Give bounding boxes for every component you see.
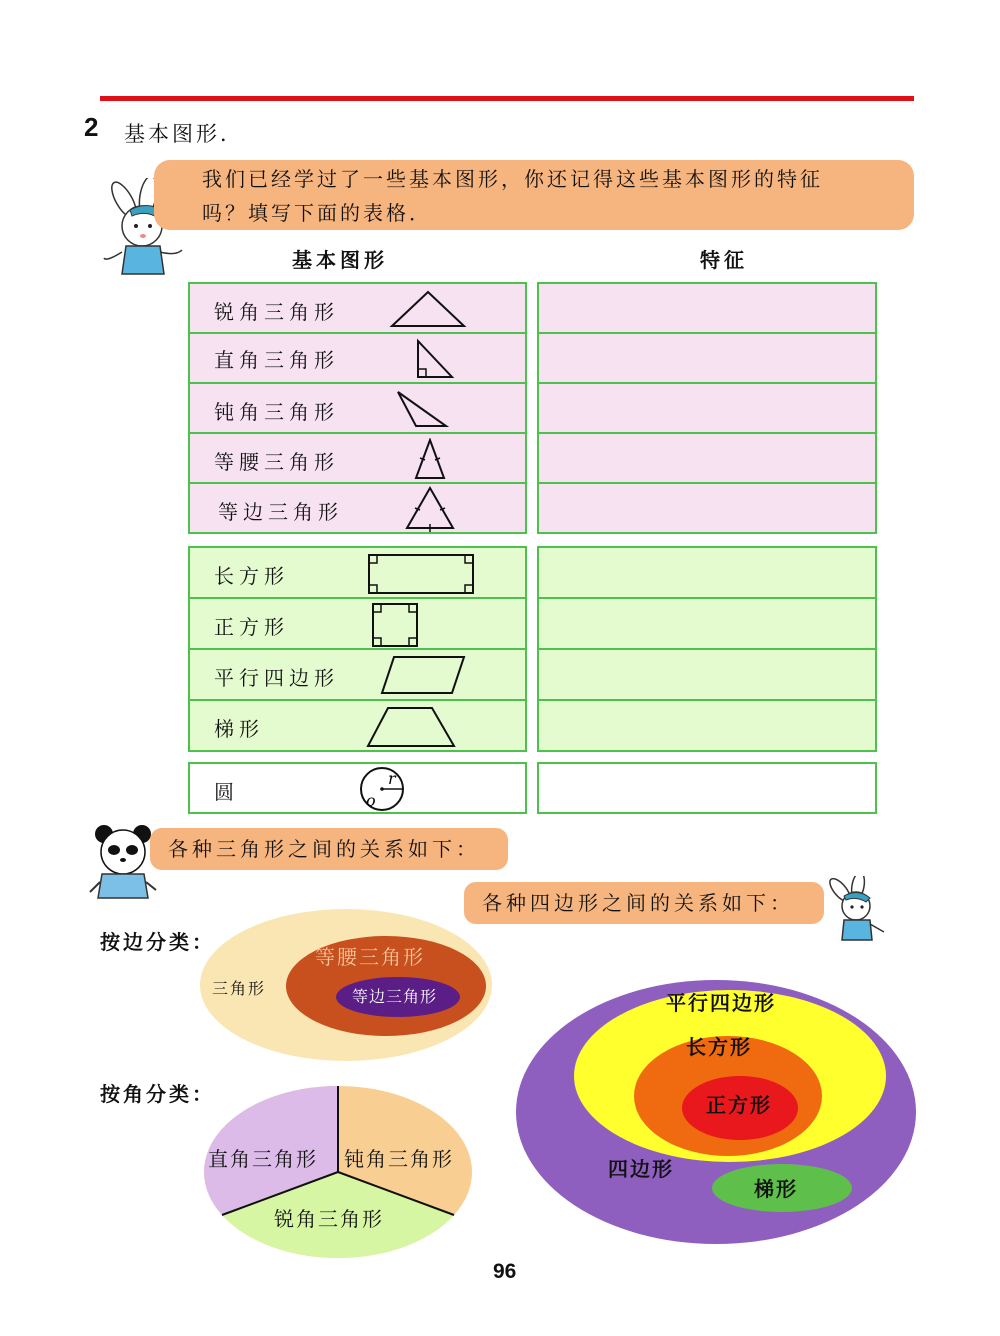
square-set-label: 正方形 bbox=[706, 1093, 772, 1117]
quadrilateral-set-label: 四边形 bbox=[608, 1157, 674, 1181]
pie-right-label: 直角三角形 bbox=[208, 1147, 318, 1171]
pie-acute-label: 锐角三角形 bbox=[274, 1207, 384, 1231]
intro-line-2: 吗？填写下面的表格． bbox=[202, 201, 432, 225]
square-icon bbox=[370, 601, 420, 649]
shape-label: 圆 bbox=[214, 780, 239, 804]
section-title: 基本图形． bbox=[124, 122, 244, 146]
trapezoid-icon bbox=[366, 705, 458, 749]
trapezoid-set-label: 梯形 bbox=[754, 1177, 798, 1201]
obtuse-triangle-icon bbox=[394, 388, 450, 430]
equilateral-triangle-icon bbox=[404, 486, 456, 532]
intro-speech-bubble bbox=[154, 160, 914, 230]
circle-icon bbox=[354, 766, 414, 812]
acute-triangle-icon bbox=[388, 288, 468, 330]
classify-by-side-label: 按边分类： bbox=[100, 930, 215, 954]
quad-shape-table bbox=[188, 546, 527, 752]
quad-relation-bubble: 各种四边形之间的关系如下： bbox=[464, 882, 824, 924]
shape-label: 直角三角形 bbox=[214, 348, 339, 372]
triangle-by-side-diagram bbox=[198, 908, 498, 1064]
table-row bbox=[190, 548, 525, 599]
table-row bbox=[190, 434, 525, 484]
classify-by-angle-label: 按角分类： bbox=[100, 1082, 215, 1106]
triangle-shape-table bbox=[188, 282, 527, 534]
quad-feature-table bbox=[537, 546, 877, 752]
shape-label: 平行四边形 bbox=[214, 666, 339, 690]
table-row bbox=[190, 384, 525, 434]
table-row bbox=[190, 334, 525, 384]
circle-shape-table bbox=[188, 762, 527, 814]
feature-cell[interactable] bbox=[539, 434, 875, 484]
feature-cell[interactable] bbox=[539, 284, 875, 334]
parallelogram-set-label: 平行四边形 bbox=[666, 991, 776, 1015]
table-row bbox=[190, 650, 525, 701]
table-row bbox=[190, 484, 525, 534]
quad-relation-diagram bbox=[514, 978, 920, 1248]
page-number: 96 bbox=[493, 1260, 517, 1283]
shape-label: 锐角三角形 bbox=[214, 300, 339, 324]
triangle-feature-table bbox=[537, 282, 877, 534]
parallelogram-icon bbox=[380, 654, 466, 696]
triangle-set-label: 三角形 bbox=[212, 979, 267, 998]
isosceles-triangle-icon bbox=[412, 438, 448, 482]
feature-cell[interactable] bbox=[539, 701, 875, 752]
feature-cell[interactable] bbox=[539, 334, 875, 384]
feature-cell[interactable] bbox=[539, 484, 875, 534]
feature-cell[interactable] bbox=[539, 384, 875, 434]
rectangle-set-label: 长方形 bbox=[686, 1035, 752, 1059]
table-row bbox=[190, 284, 525, 334]
header-rule bbox=[100, 96, 914, 101]
shape-label: 梯形 bbox=[214, 717, 264, 741]
rectangle-icon bbox=[366, 552, 478, 596]
feature-cell[interactable] bbox=[539, 599, 875, 650]
shape-label: 钝角三角形 bbox=[214, 400, 339, 424]
table-row bbox=[190, 701, 525, 752]
circle-radius-label: r bbox=[388, 769, 396, 788]
shape-label: 等腰三角形 bbox=[214, 450, 339, 474]
panda-mascot-icon bbox=[88, 822, 160, 900]
section-number: 2 bbox=[84, 112, 99, 142]
column-header-shape: 基本图形 bbox=[292, 248, 388, 272]
equilateral-set-label: 等边三角形 bbox=[352, 987, 438, 1006]
rabbit-mascot-small-icon bbox=[818, 876, 888, 942]
table-row bbox=[190, 599, 525, 650]
shape-label: 等边三角形 bbox=[218, 500, 343, 524]
isosceles-set-label: 等腰三角形 bbox=[315, 945, 425, 969]
column-header-feature: 特征 bbox=[700, 248, 748, 272]
pie-obtuse-label: 钝角三角形 bbox=[344, 1147, 454, 1171]
circle-feature-cell[interactable] bbox=[537, 762, 877, 814]
circle-center-label: o bbox=[366, 791, 376, 810]
triangle-relation-bubble: 各种三角形之间的关系如下： bbox=[150, 828, 508, 870]
feature-cell[interactable] bbox=[539, 650, 875, 701]
shape-label: 长方形 bbox=[214, 564, 289, 588]
triangle-by-angle-pie bbox=[202, 1084, 474, 1260]
right-triangle-icon bbox=[412, 337, 456, 381]
feature-cell[interactable] bbox=[539, 548, 875, 599]
intro-line-1: 我们已经学过了一些基本图形，你还记得这些基本图形的特征 bbox=[202, 167, 823, 191]
shape-label: 正方形 bbox=[214, 615, 289, 639]
